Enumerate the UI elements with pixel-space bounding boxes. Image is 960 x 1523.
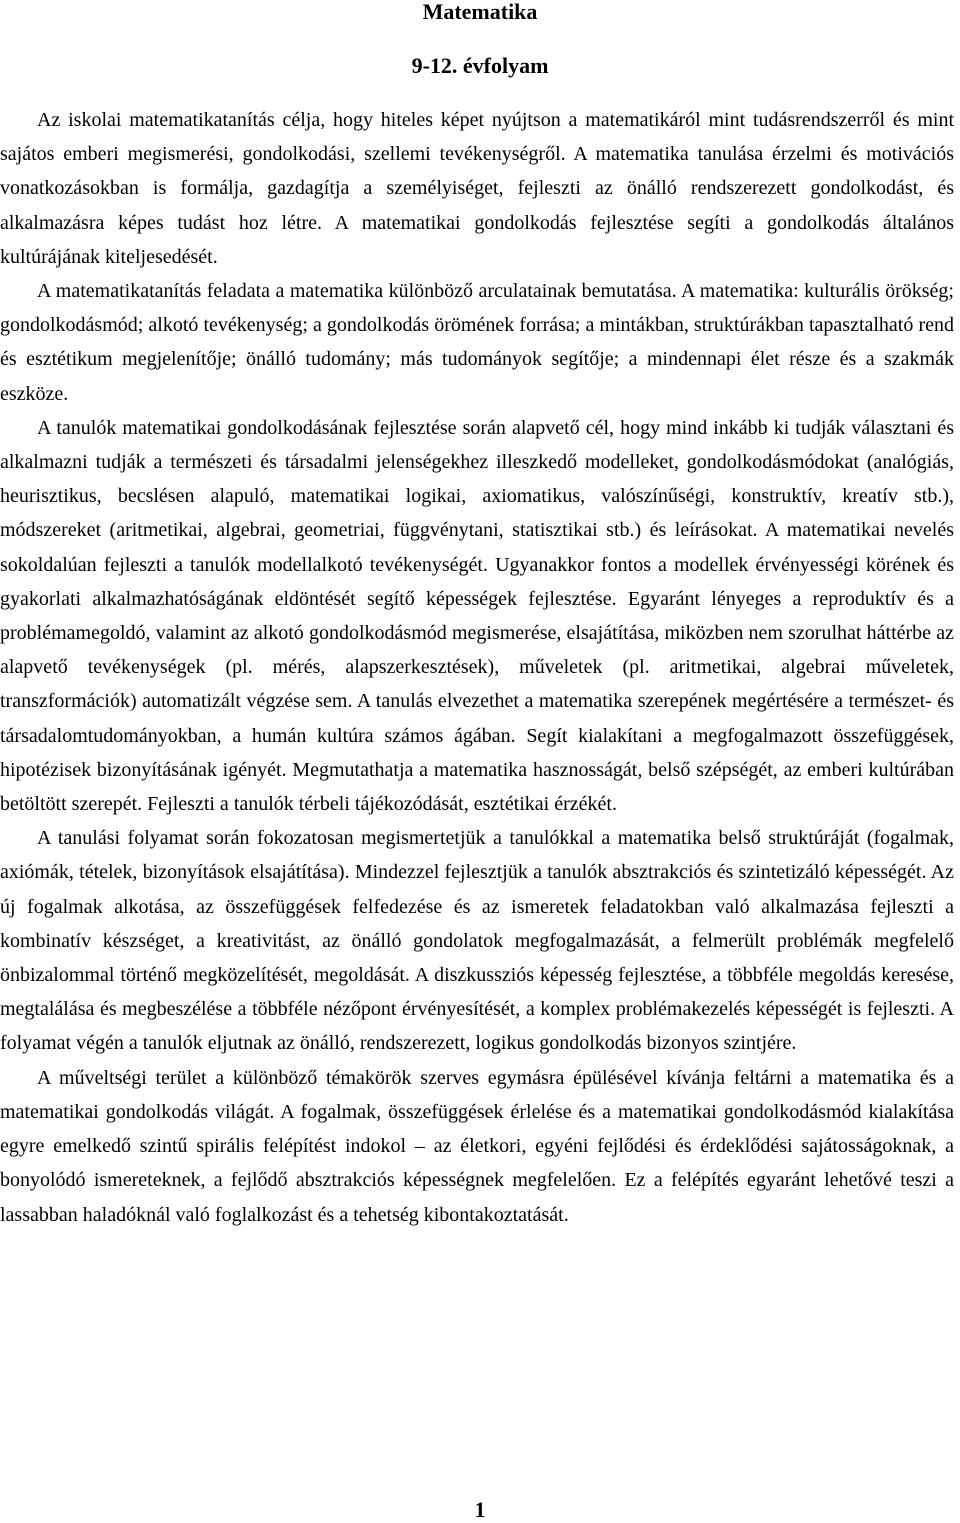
sentence: A matematikai gondolkodás fejlesztése segíti a gondolkodás általános kultúrájának kiteljesedését. [0, 211, 954, 268]
sentence: A matematika: kulturális örökség; gondolkodásmód; alkotó tevékenység; a gondolkodás örömének forrása; a mintákban, struktúrákban tapasztalható rend és esztétikum megjelenítője; önálló tudomány; más tudományok segítője; a mindennapi élet része és a szakmák eszköze. [0, 280, 954, 405]
sentence: Segít kialakítani a megfogalmazott összefüggések, hipotézisek bizonyításának igényét. [0, 724, 954, 781]
sentence: A matematikatanítás feladata a matematika különböző arculatainak bemutatása. [37, 280, 677, 303]
document-body [0, 103, 954, 1232]
sentence: A matematikai nevelés sokoldalúan fejleszti a tanulók modellalkotó tevékenységét. [0, 519, 954, 576]
sentence: A tanulási folyamat során fokozatosan megismertetjük a tanulókkal a matematika belső struktúráját (fogalmak, axiómák, tételek, bizonyítások elsajátítása). [0, 827, 954, 884]
sentence: A matematika tanulása érzelmi és motivációs vonatkozásokban is formálja, gazdagítja a személyiséget, fejleszti az önálló rendszerezett gondolkodást, és alkalmazásra képes tudást hoz létre. [0, 143, 954, 234]
sentence: Egyaránt lényeges a reproduktív és a problémamegoldó, valamint az alkotó gondolkodásmód megismerése, elsajátítása, miközben nem szorulhat háttérbe az alapvető tevékenységek (pl. mérés, alapszerkesztések), műveletek (pl. aritmetikai, algebrai műveletek, transzformációk) automatizált végzése sem. [0, 587, 955, 713]
sentence: Megmutathatja a matematika hasznosságát, belső szépségét, az emberi kultúrában betöltött szerepét. [0, 758, 954, 816]
page-number: 1 [474, 1497, 486, 1522]
sentence: Fejleszti a tanulók térbeli tájékozódását, esztétikai érzékét. [147, 793, 617, 816]
paragraph [0, 103, 954, 274]
sentence: A diszkussziós képesség fejlesztése, a többféle megoldás keresése, megtalálása és megbeszélése a többféle nézőpont érvényesítését, a komplex problémakezelés képességét is fejleszti. [0, 964, 954, 1021]
sentence: Mindezzel fejlesztjük a tanulók absztrakciós és szintetizáló képességét. [354, 861, 927, 884]
sentence: A folyamat végén a tanulók eljutnak az önálló, rendszerezett, logikus gondolkodás bizonyos szintjére. [0, 998, 954, 1055]
paragraph [0, 1061, 954, 1232]
sentence: Az új fogalmak alkotása, az összefüggések felfedezése és az ismeretek feladatokban való alkalmazása fejleszti a kombinatív készséget, a kreativitást, az önálló gondolatok megfogalmazását, a felmerült problémák megfelelő önbizalommal történő megközelítését, megoldását. [0, 861, 954, 987]
paragraph [0, 821, 954, 1060]
document-title: Matematika [422, 0, 538, 24]
sentence: Ez a felépítés egyaránt lehetővé teszi a lassabban haladóknál való foglalkozást és a tehetség kibontakoztatását. [0, 1169, 955, 1226]
paragraph [0, 411, 954, 821]
sentence: A tanulás elvezethet a matematika szerepének megértésére a természet- és társadalomtudományokban, a humán kultúra számos ágában. [0, 690, 954, 747]
sentence: A fogalmak, összefüggések érlelése és a matematikai gondolkodásmód kialakítása egyre emelkedő szintű spirális felépítést indokol – az életkori, egyéni fejlődési és érdeklődési sajátosságoknak, a bonyolódó ismereteknek, a fejlődő absztrakciós képességnek megfelelően. [0, 1100, 955, 1192]
document-subtitle: 9-12. évfolyam [411, 53, 549, 78]
sentence: Ugyanakkor fontos a modellek érvényességi körének és gyakorlati alkalmazhatóságának eldöntését segítő képességek fejlesztése. [0, 553, 955, 610]
paragraph [0, 274, 954, 411]
sentence: A műveltségi terület a különböző témakörök szerves egymásra épülésével kívánja feltárni a matematika és a matematikai gondolkodás világát. [0, 1066, 954, 1123]
sentence: Az iskolai matematikatanítás célja, hogy hiteles képet nyújtson a matematikáról mint tudásrendszerről és mint sajátos emberi megismerési, gondolkodási, szellemi tevékenységről. [0, 109, 954, 166]
sentence: A tanulók matematikai gondolkodásának fejlesztése során alapvető cél, hogy mind inkább ki tudják választani és alkalmazni tudják a természeti és társadalmi jelenségekhez illeszkedő modelleket, gondolkodásmódokat (analógiás, heurisztikus, becslésen alapuló, matematikai logikai, axiomatikus, valószínűségi, konstruktív, kreatív stb.), módszereket (aritmetikai, algebrai, geometriai, függvénytani, statisztikai stb.) és leírásokat. [0, 416, 954, 542]
